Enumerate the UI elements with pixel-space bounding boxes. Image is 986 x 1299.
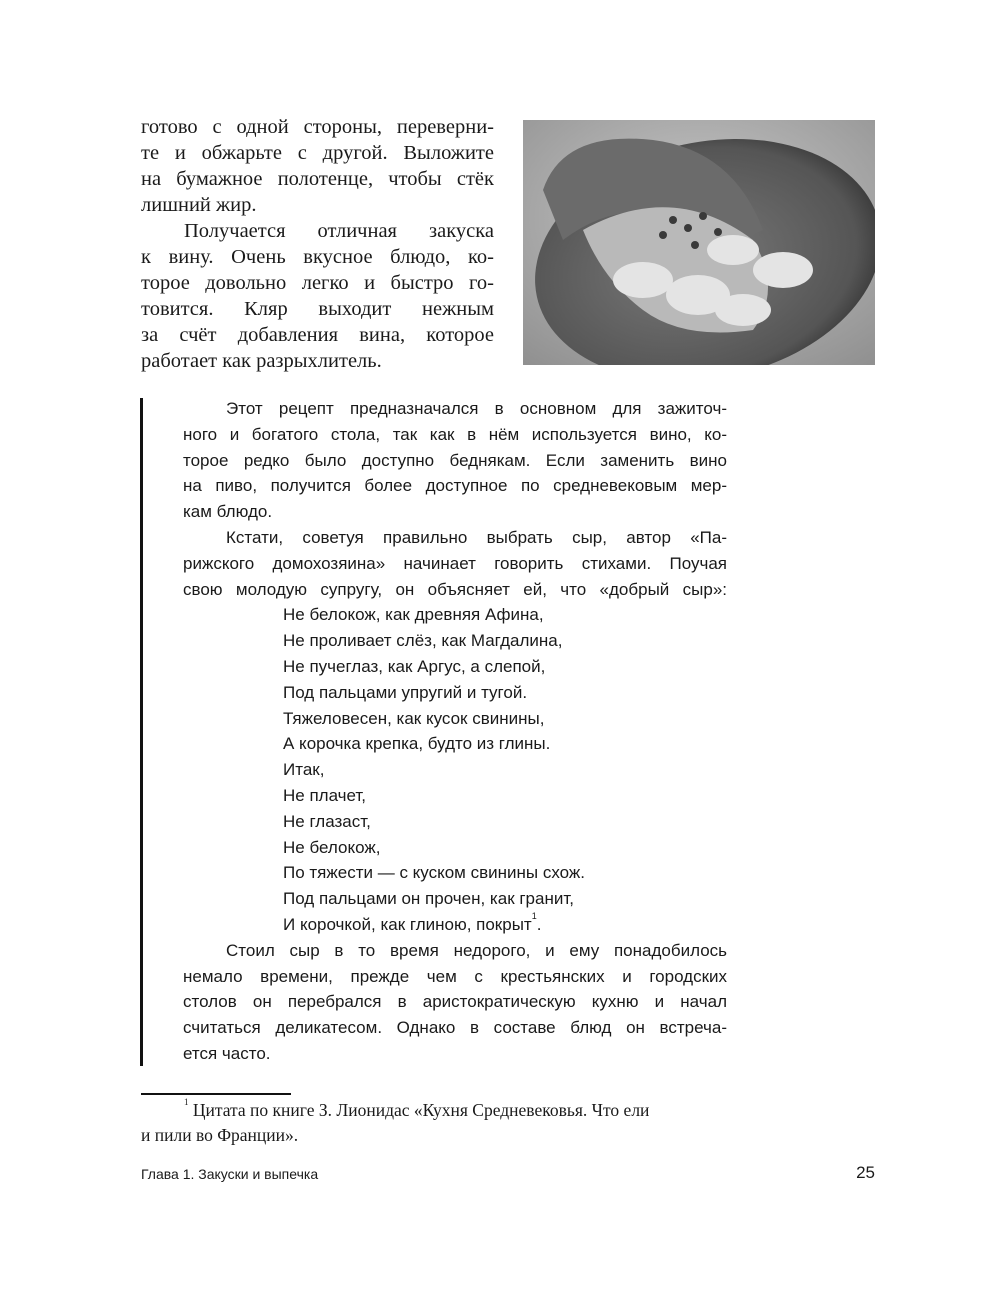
text-line xyxy=(183,938,727,964)
footnote-first-line xyxy=(141,1098,727,1123)
poem-line xyxy=(183,783,727,809)
text-line xyxy=(183,1041,727,1067)
punctuation: . xyxy=(536,914,542,934)
footnote-marker: 1 xyxy=(184,1097,189,1107)
line-text: А корочка крепка, будто из глины. xyxy=(283,734,551,754)
poem-line xyxy=(183,602,727,628)
poem-line xyxy=(183,860,727,886)
line-text: Стоил сыр в то время недорого, и ему понадобилось xyxy=(226,940,727,960)
text-line xyxy=(183,422,727,448)
text-line xyxy=(183,989,727,1015)
footnote-line: и пили во Франции». xyxy=(141,1125,299,1145)
text-line xyxy=(183,499,727,525)
line-text: Тяжеловесен, как кусок свинины, xyxy=(283,708,545,728)
poem-line xyxy=(183,654,727,680)
line-text: Не белокож, xyxy=(283,837,381,857)
line-text: столов он перебрался в аристократическую кухню и начал xyxy=(183,992,727,1012)
line-text: Не белокож, как древняя Афина, xyxy=(283,605,544,625)
history-sidebar xyxy=(183,396,727,1067)
line-text: рижского домохозяина» начинает говорить стихами. Поучая xyxy=(183,553,727,573)
line-text: ного и богатого стола, так как в нём используется вино, ко- xyxy=(183,424,727,444)
line-text: ется часто. xyxy=(183,1043,271,1063)
text-line xyxy=(183,577,727,603)
text-line xyxy=(183,525,727,551)
text-line: Получается отличная закуска xyxy=(184,220,494,242)
poem-line xyxy=(183,912,727,938)
footnote xyxy=(141,1098,727,1148)
text-line: торое довольно легко и быстро го- xyxy=(141,272,494,294)
line-text: Не пучеглаз, как Аргус, а слепой, xyxy=(283,656,546,676)
text-line: работает как разрыхлитель. xyxy=(141,350,382,372)
poem-line xyxy=(183,835,727,861)
poem-line xyxy=(183,628,727,654)
text-line xyxy=(183,448,727,474)
line-text: Кстати, советуя правильно выбрать сыр, автор «Па- xyxy=(226,527,727,547)
text-line: товится. Кляр выходит нежным xyxy=(141,298,494,320)
running-footer-chapter: Глава 1. Закуски и выпечка xyxy=(141,1166,319,1182)
line-text: Не плачет, xyxy=(283,785,367,805)
text-line: лишний жир. xyxy=(141,194,257,216)
line-text: Не глазаст, xyxy=(283,811,371,831)
line-text: свою молодую супругу, он объясняет ей, что «добрый сыр»: xyxy=(183,579,727,599)
line-text: немало времени, прежде чем с крестьянских и городских xyxy=(183,966,727,986)
line-text: Под пальцами упругий и тугой. xyxy=(283,682,528,702)
recipe-text xyxy=(141,114,494,374)
text-line xyxy=(183,396,727,422)
poem-line xyxy=(183,886,727,912)
line-text: Итак, xyxy=(283,760,325,780)
text-line: за счёт добавления вина, которое xyxy=(141,324,494,346)
line-text: Под пальцами он прочен, как гранит, xyxy=(283,889,574,909)
dish-photo xyxy=(523,120,875,365)
text-line xyxy=(183,473,727,499)
text-line: те и обжарьте с другой. Выложите xyxy=(141,142,494,164)
poem-line xyxy=(183,706,727,732)
text-line xyxy=(183,964,727,990)
text-line: к вину. Очень вкусное блюдо, ко- xyxy=(141,246,494,268)
text-line: на бумажное полотенце, чтобы стёк xyxy=(141,168,494,190)
page-number: 25 xyxy=(856,1163,875,1182)
line-text: По тяжести — с куском свинины схож. xyxy=(283,863,586,883)
line-text: Этот рецепт предназначался в основном для зажиточ- xyxy=(226,399,727,418)
poem-line xyxy=(183,680,727,706)
line-text: Не проливает слёз, как Магдалина, xyxy=(283,631,563,651)
sidebar-rule xyxy=(140,398,143,1066)
line-text: считаться деликатесом. Однако в составе блюд он встреча- xyxy=(183,1018,727,1038)
footnote-reference[interactable]: 1 xyxy=(531,910,537,921)
poem-line xyxy=(183,809,727,835)
line-text: И корочкой, как глиною, покрыт xyxy=(283,914,532,934)
footnote-rule xyxy=(141,1093,291,1095)
line-text: кам блюдо. xyxy=(183,502,273,522)
poem-line xyxy=(183,731,727,757)
poem-line xyxy=(183,757,727,783)
text-line xyxy=(183,551,727,577)
footnote-line: Цитата по книге З. Лионидас «Кухня Средневековья. Что ели xyxy=(192,1100,650,1120)
line-text: на пиво, получится более доступное по средневековым мер- xyxy=(183,476,727,496)
line-text: торое редко было доступно беднякам. Если заменить вино xyxy=(183,450,727,470)
text-line xyxy=(183,1015,727,1041)
text-line: готово с одной стороны, переверни- xyxy=(141,116,494,138)
